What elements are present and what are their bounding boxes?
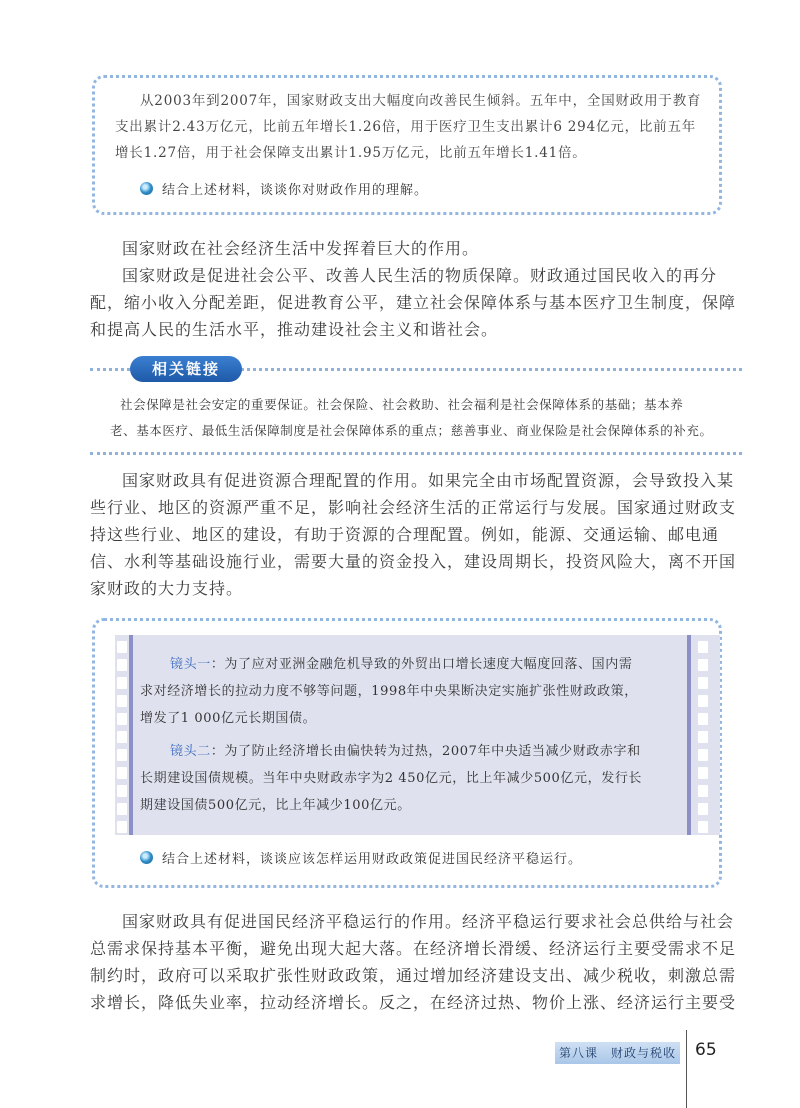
film-perforations (696, 635, 710, 835)
lens-one-line: 求对经济增长的拉动力度不够等问题，1998年中央果断决定实施扩张性财政政策， (140, 684, 638, 699)
bullet-icon (140, 182, 153, 195)
film-strip (115, 635, 720, 835)
related-link-line: 社会保障是社会安定的重要保证。社会保险、社会救助、社会福利是社会保障体系的基础；基本养 (120, 397, 684, 412)
lesson-label: 第八课 财政与税收 (555, 1042, 680, 1064)
page-number: 65 (695, 1040, 717, 1060)
lens-one-line: 镜头一：为了应对亚洲金融危机导致的外贸出口增长速度大幅度回落、国内需 (170, 657, 633, 672)
divider (90, 452, 742, 455)
material-line: 增长1.27倍，用于社会保障支出累计1.95万亿元，比前五年增长1.41倍。 (115, 145, 587, 161)
discussion-prompt: 结合上述材料，谈谈应该怎样运用财政政策促进国民经济平稳运行。 (162, 852, 583, 867)
margin-line (686, 1030, 687, 1108)
lens-two-line: 期建设国债500亿元，比上年减少100亿元。 (140, 798, 411, 813)
film-perforations (115, 635, 129, 835)
film-edge (129, 635, 133, 835)
discussion-prompt: 结合上述材料，谈谈你对财政作用的理解。 (162, 183, 429, 198)
film-edge (687, 635, 691, 835)
related-link-tag: 相关链接 (130, 356, 242, 382)
bullet-icon (140, 851, 153, 864)
material-line: 从2003年到2007年，国家财政支出大幅度向改善民生倾斜。五年中，全国财政用于教育 (140, 93, 702, 109)
lens-two-label: 镜头二 (170, 744, 211, 759)
material-line: 支出累计2.43万亿元，比前五年增长1.26倍，用于医疗卫生支出累计6 294亿元，比前五年 (115, 119, 697, 135)
related-link-line: 老、基本医疗、最低生活保障制度是社会保障体系的重点；慈善事业、商业保险是社会保障体系的补充。 (110, 423, 713, 438)
lens-two-line: 镜头二：为了防止经济增长由偏快转为过热，2007年中央适当减少财政赤字和 (170, 744, 641, 759)
paragraph: 国家财政具有促进资源合理配置的作用。如果完全由市场配置资源，会导致投入某些行业、地区的资源严重不足，影响社会经济生活的正常运行与发展。国家通过财政支持这些行业、地区的建设，有助于资源的合理配置。例如，能源、交通运输、邮电通信、水利等基础设施行业，需要大量的资金投入，建设周期长，投资风险大，离不开国家财政的大力支持。 (90, 471, 737, 598)
lens-one-line: 增发了1 000亿元长期国债。 (140, 711, 317, 726)
lens-two-line: 长期建设国债规模。当年中央财政赤字为2 450亿元，比上年减少500亿元，发行长 (140, 771, 643, 786)
paragraph: 国家财政是促进社会公平、改善人民生活的物质保障。财政通过国民收入的再分配，缩小收入分配差距，促进教育公平，建立社会保障体系与基本医疗卫生制度，保障和提高人民的生活水平，推动建设社会主义和谐社会。 (90, 266, 737, 339)
paragraph: 国家财政具有促进国民经济平稳运行的作用。经济平稳运行要求社会总供给与社会总需求保持基本平衡，避免出现大起大落。在经济增长滑缓、经济运行主要受需求不足制约时，政府可以采取扩张性财政政策，通过增加经济建设支出、减少税收，刺激总需求增长，降低失业率，拉动经济增长。反之，在经济过热、物价上涨、经济运行主要受 (90, 912, 737, 1012)
lens-one-label: 镜头一 (170, 657, 211, 672)
paragraph: 国家财政在社会经济生活中发挥着巨大的作用。 (122, 239, 480, 258)
